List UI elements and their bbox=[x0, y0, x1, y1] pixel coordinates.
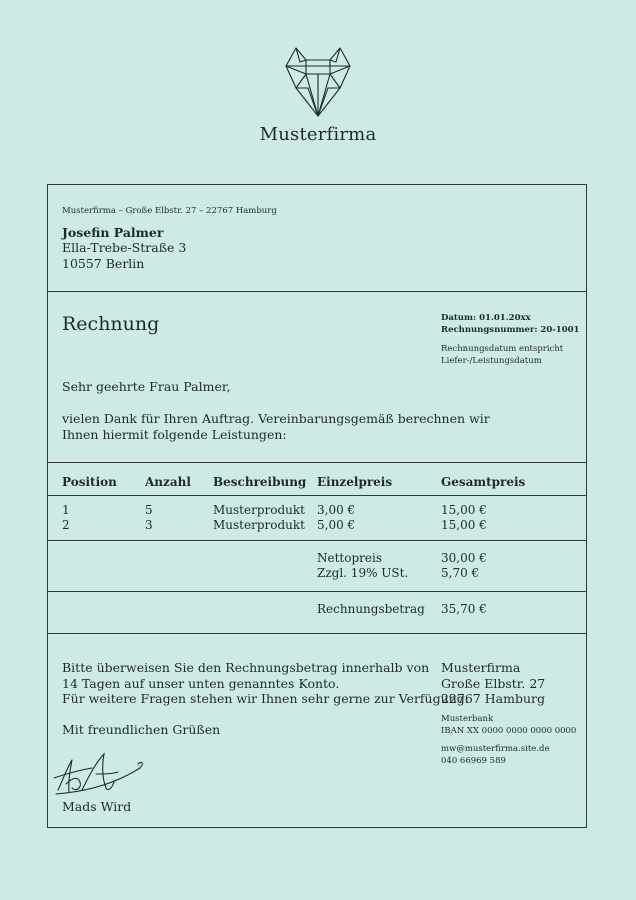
cell-quantity: 3 bbox=[145, 518, 153, 532]
footer-company-city: 22767 Hamburg bbox=[441, 691, 545, 706]
divider bbox=[48, 291, 586, 292]
regards: Mit freundlichen Grüßen bbox=[62, 722, 221, 737]
recipient-street: Ella-Trebe-Straße 3 bbox=[62, 240, 187, 255]
closing-line1: Bitte überweisen Sie den Rechnungsbetrag innerhalb von bbox=[62, 660, 430, 675]
divider bbox=[48, 462, 586, 463]
vat-label: Zzgl. 19% USt. bbox=[317, 566, 409, 580]
cell-total-price: 15,00 € bbox=[441, 503, 487, 517]
intro-line1: vielen Dank für Ihren Auftrag. Vereinbarungsgemäß berechnen wir bbox=[62, 411, 490, 426]
total-label: Rechnungsbetrag bbox=[317, 602, 425, 616]
company-email: mw@musterfirma.site.de bbox=[441, 744, 550, 754]
header-total-price: Gesamtpreis bbox=[441, 475, 526, 489]
handwritten-signature bbox=[52, 748, 148, 800]
net-value: 30,00 € bbox=[441, 551, 487, 565]
total-value: 35,70 € bbox=[441, 602, 487, 616]
invoice-title: Rechnung bbox=[62, 313, 160, 335]
vat-value: 5,70 € bbox=[441, 566, 480, 580]
header-description: Beschreibung bbox=[213, 475, 307, 489]
cell-quantity: 5 bbox=[145, 503, 153, 517]
net-label: Nettopreis bbox=[317, 551, 382, 565]
invoice-note-line2: Liefer-/Leistungsdatum bbox=[441, 356, 542, 366]
invoice-note-line1: Rechnungsdatum entspricht bbox=[441, 344, 564, 354]
cell-position: 1 bbox=[62, 503, 70, 517]
recipient-city: 10557 Berlin bbox=[62, 256, 145, 271]
cell-description: Musterprodukt bbox=[213, 503, 305, 517]
company-name: Musterfirma bbox=[259, 124, 377, 145]
fox-head-geometric-icon bbox=[282, 44, 354, 120]
cell-unit-price: 3,00 € bbox=[317, 503, 356, 517]
header-quantity: Anzahl bbox=[145, 475, 191, 489]
cell-position: 2 bbox=[62, 518, 70, 532]
divider bbox=[48, 591, 586, 592]
bank-name: Musterbank bbox=[441, 714, 494, 724]
header-position: Position bbox=[62, 475, 117, 489]
cell-unit-price: 5,00 € bbox=[317, 518, 356, 532]
bank-iban: IBAN XX 0000 0000 0000 0000 bbox=[441, 726, 577, 736]
closing-line3: Für weitere Fragen stehen wir Ihnen sehr gerne zur Verfügung. bbox=[62, 691, 469, 706]
closing-line2: 14 Tagen auf unser unten genanntes Konto. bbox=[62, 676, 340, 691]
divider bbox=[48, 540, 586, 541]
sender-line: Musterfirma – Große Elbstr. 27 – 22767 Hamburg bbox=[62, 206, 277, 216]
header-unit-price: Einzelpreis bbox=[317, 475, 393, 489]
signer-name: Mads Wird bbox=[62, 799, 132, 814]
recipient-name: Josefin Palmer bbox=[62, 225, 164, 240]
footer-company-street: Große Elbstr. 27 bbox=[441, 676, 546, 691]
invoice-number: Rechnungsnummer: 20-1001 bbox=[441, 325, 580, 335]
divider bbox=[48, 633, 586, 634]
invoice-date: Datum: 01.01.20xx bbox=[441, 313, 531, 323]
divider bbox=[48, 495, 586, 496]
footer-company-name: Musterfirma bbox=[441, 660, 521, 675]
cell-description: Musterprodukt bbox=[213, 518, 305, 532]
invoice-frame bbox=[47, 184, 587, 828]
salutation: Sehr geehrte Frau Palmer, bbox=[62, 379, 231, 394]
company-phone: 040 66969 589 bbox=[441, 756, 506, 766]
intro-line2: Ihnen hiermit folgende Leistungen: bbox=[62, 427, 287, 442]
cell-total-price: 15,00 € bbox=[441, 518, 487, 532]
